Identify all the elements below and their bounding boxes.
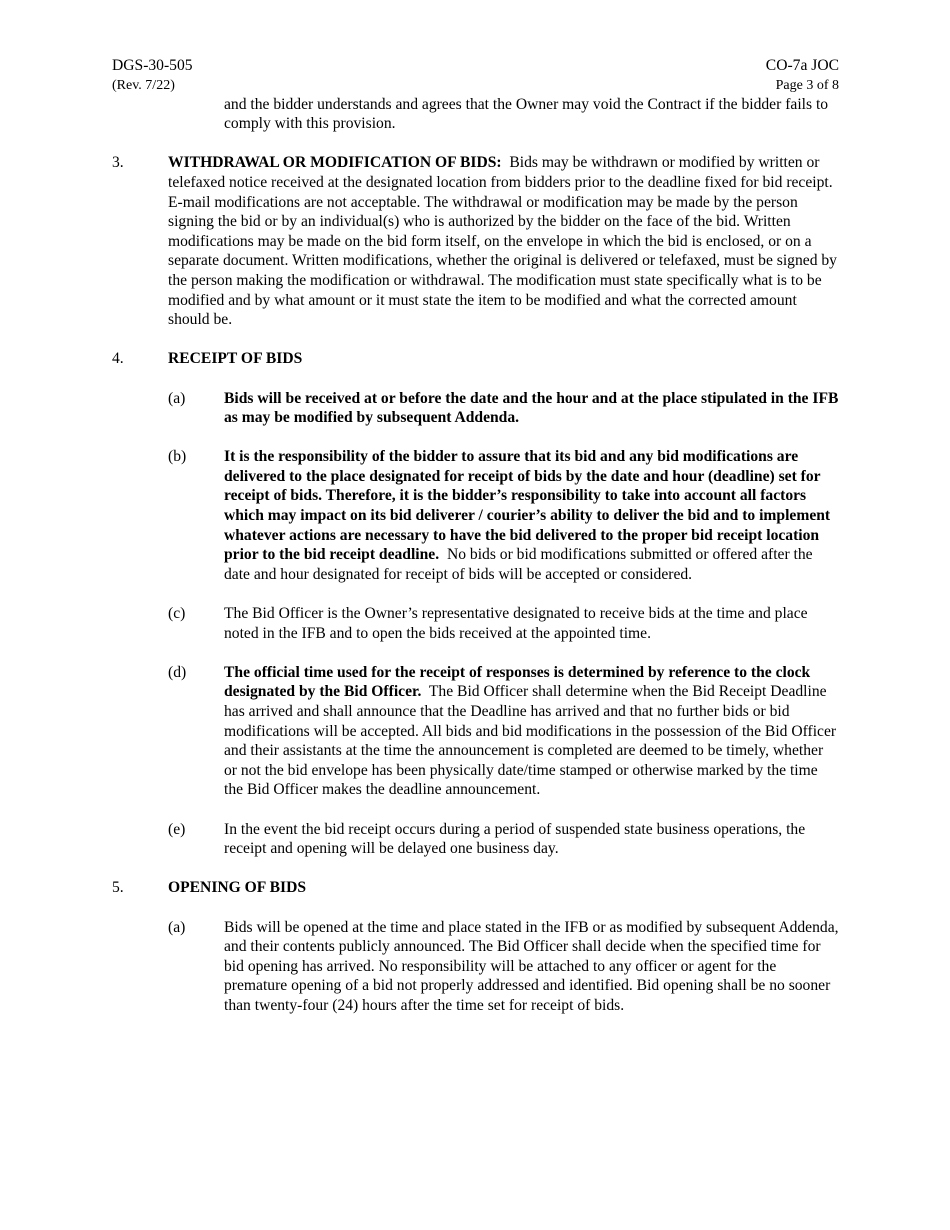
subsection-4b [168,447,839,584]
section-text: Bids may be withdrawn or modified by written or telefaxed notice received at the designated location from bidders prior to the deadline fixed for bid receipt. E-mail modifications are not acceptable. The withdrawal or modification may be made by the person signing the bid or by an individual(s) who is authorized by the bidder on the face of the bid. Written modifications may be made on the bid form itself, on the envelope in which the bid is enclosed, or on a separate document. Written modifications, whether the original is delivered or telefaxed, must be signed by the person making the modification or withdrawal. The modification must state specifically what is to be modified and by what amount or it must state the item to be modified and what the corrected amount should be. [168,154,837,329]
header-right [766,56,839,95]
document-page [112,56,839,1016]
subsection-text: The Bid Officer is the Owner’s representative designated to receive bids at the time and place noted in the IFB and to open the bids received at the appointed time. [224,605,808,642]
subsection-4d [168,663,839,800]
subsection-label: (a) [168,389,186,407]
header-left [112,56,193,95]
section-number: 5. [112,879,124,897]
section-title: RECEIPT OF BIDS [168,350,303,368]
subsection-5a [168,918,839,1016]
bold-text: It is the responsibility of the bidder to assure that its bid and any bid modifications are delivered to the place designated for receipt of bids by the date and hour (deadline) set for receipt of bids. Therefore, it is the bidder’s responsibility to take into account all factors which may impact on its bid deliverer / courier’s ability to deliver the bid and to implement whatever actions are necessary to have the bid delivered to the proper bid receipt location prior to the bid receipt deadline. [224,448,831,564]
page-label: Page 3 of 8 [775,77,839,93]
subsection-4e [168,820,839,859]
section-body [168,878,839,898]
subsection-text: Bids will be opened at the time and place stated in the IFB or as modified by subsequent Addenda, and their contents publicly announced. The Bid Officer shall decide when the specified time for bid opening has arrived. No responsibility will be attached to any officer or agent for the premature opening of a bid not properly addressed and identified. Bid opening shall be no sooner than twenty-four (24) hours after the time set for receipt of bids. [224,918,839,1014]
page-header [112,56,839,95]
subsection-text [224,663,839,800]
doc-code: CO-7a JOC [765,57,839,74]
section-body [168,349,839,369]
section-4 [112,349,839,369]
subsection-text [224,447,839,584]
subsection-label: (e) [168,820,186,838]
subsection-label: (c) [168,605,186,623]
section-number: 3. [112,154,124,172]
bold-text: Bids will be received at or before the date and the hour and at the place stipulated in the IFB as may be modified by subsequent Addenda. [224,389,839,427]
subsection-label: (b) [168,448,187,466]
subsection-text: In the event the bid receipt occurs during a period of suspended state business operations, the receipt and opening will be delayed one business day. [224,820,806,858]
section-title: OPENING OF BIDS [168,879,307,897]
section-body [168,153,839,329]
section-title: WITHDRAWAL OR MODIFICATION OF BIDS: [168,154,502,172]
form-number: DGS-30-505 [112,57,193,74]
continuation-paragraph: and the bidder understands and agrees that the Owner may void the Contract if the bidder fails to comply with this provision. [224,95,829,133]
section-number: 4. [112,350,124,368]
subsection-4c [168,604,839,643]
plain-text: No bids or bid modifications submitted or offered after the date and hour designated for receipt of bids will be accepted or considered. [224,546,813,583]
subsection-4a [168,389,839,428]
plain-text: The Bid Officer shall determine when the Bid Receipt Deadline has arrived and shall announce that the Deadline has arrived and that no further bids or bid modifications will be accepted. All bids and bid modifications in the possession of the Bid Officer and their assistants at the time the announcement is completed are deemed to be timely, whether or not the bid envelope has been physically date/time stamped or otherwise marked by the time the Bid Officer makes the deadline announcement. [224,683,837,799]
subsection-label: (d) [168,663,187,681]
bold-text: The official time used for the receipt of responses is determined by reference to the clock designated by the Bid Officer. [224,663,811,701]
section-3 [112,153,839,329]
section-5 [112,878,839,898]
subsection-label: (a) [168,918,186,936]
subsection-text [224,389,839,428]
revision: (Rev. 7/22) [112,77,175,93]
